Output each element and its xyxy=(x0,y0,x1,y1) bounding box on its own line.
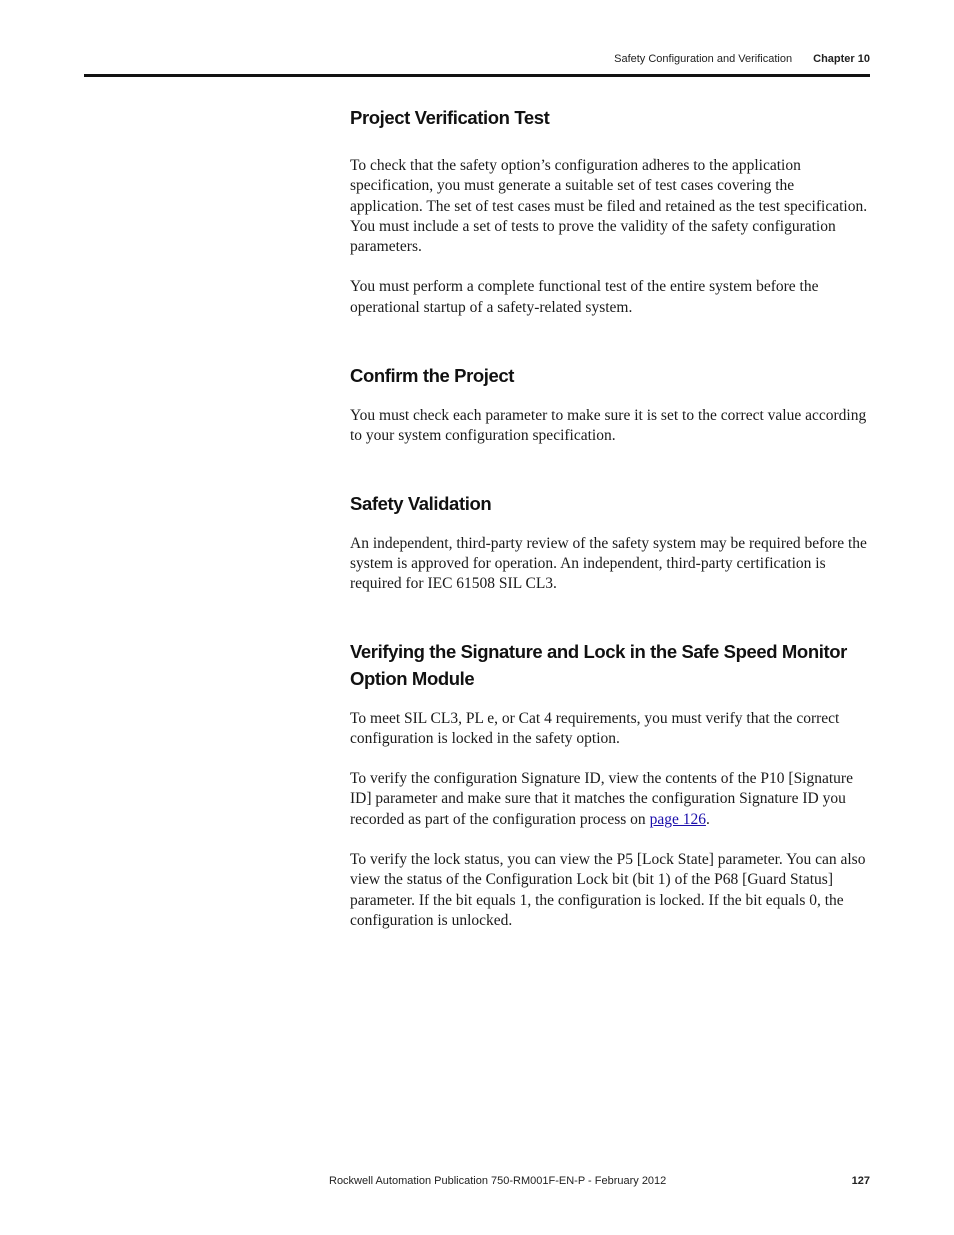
signature-id-text: To verify the configuration Signature ID, view the contents of the P10 [Signature ID] parameter and make sure that it matches the configuration Signature ID you recorded as part of the configuration process on xyxy=(350,770,853,828)
signature-id-period: . xyxy=(705,810,710,828)
heading-confirm-the-project: Confirm the Project xyxy=(350,365,515,387)
page-number: 127 xyxy=(851,1175,870,1187)
page-126-link[interactable]: page 126 xyxy=(649,810,706,828)
page-content xyxy=(350,104,870,931)
paragraph-third-party-review: An independent, third-party review of the safety system may be required before the system is approved for operation. An independent, third-party certification is required for IEC 61508 SIL CL3. xyxy=(350,534,867,593)
paragraph-signature-id xyxy=(350,769,870,830)
header-chapter: Chapter 10 xyxy=(813,53,870,65)
header-section-title: Safety Configuration and Verification xyxy=(614,53,793,65)
paragraph-sil-requirements: To meet SIL CL3, PL e, or Cat 4 requirements, you must verify that the correct configuration is locked in the safety option. xyxy=(350,709,840,747)
heading-safety-validation: Safety Validation xyxy=(350,492,492,514)
paragraph-lock-status: To verify the lock status, you can view the P5 [Lock State] parameter. You can also view the status of the Configuration Lock bit (bit 1) of the P68 [Guard Status] parameter. If the bit equals 1, the configuration is locked. If the bit equals 0, the configuration is unlocked. xyxy=(350,851,866,929)
footer-publication: Rockwell Automation Publication 750-RM001F-EN-P - February 2012 xyxy=(329,1175,667,1187)
paragraph-test-cases: To check that the safety option’s configuration adheres to the application specification, you must generate a suitable set of test cases covering the application. The set of test cases must be filed and retained as the test specification. You must include a set of tests to prove the validity of the safety configuration parameters. xyxy=(350,157,868,256)
paragraph-functional-test: You must perform a complete functional test of the entire system before the operational startup of a safety-related system. xyxy=(350,278,819,316)
paragraph-check-parameters: You must check each parameter to make sure it is set to the correct value according to your system configuration specification. xyxy=(350,407,867,445)
heading-project-verification-test: Project Verification Test xyxy=(350,107,550,128)
heading-verifying-signature-and-lock: Verifying the Signature and Lock in the Safe Speed Monitor Option Module xyxy=(350,640,847,689)
header-rule xyxy=(84,74,870,77)
running-header xyxy=(614,53,870,65)
